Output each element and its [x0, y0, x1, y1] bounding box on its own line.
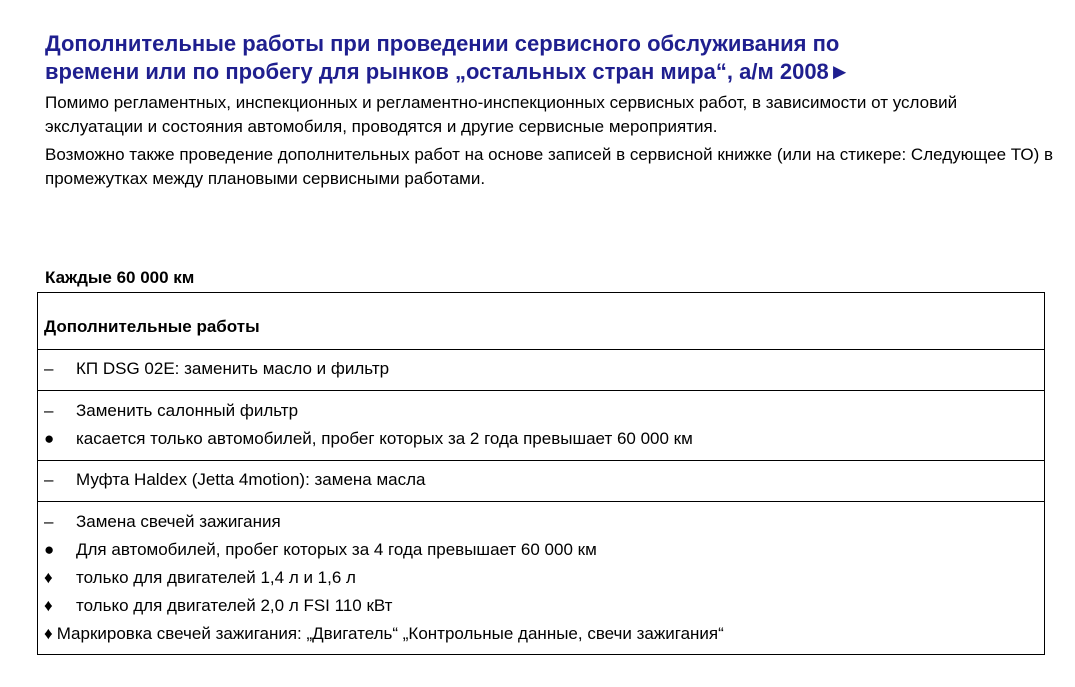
dash-marker: –: [44, 470, 54, 489]
intro-paragraph-1: Помимо регламентных, инспекционных и регламентно-инспекционных сервисных работ, в зависимости от условий экслуатации и состояния автомобиля, проводятся и другие сервисные мероприятия.: [45, 93, 958, 136]
page-title: [45, 30, 1055, 86]
list-item: [44, 355, 1044, 383]
table-row: [38, 461, 1044, 502]
title-line-2: времени или по пробегу для рынков „остальных стран мира“, а/м 2008: [45, 59, 829, 84]
diamond-icon: ♦: [44, 568, 53, 587]
item-text: КП DSG 02E: заменить масло и фильтр: [76, 359, 390, 378]
table-row: [38, 391, 1044, 461]
table-row: [38, 502, 1044, 654]
interval-label: Каждые 60 000 км: [45, 268, 195, 287]
title-line-1: Дополнительные работы при проведении сервисного обслуживания по: [45, 31, 840, 56]
diamond-icon: ♦: [44, 624, 53, 643]
item-text: касается только автомобилей, пробег которых за 2 года превышает 60 000 км: [76, 429, 693, 448]
additional-work-table: [37, 292, 1045, 655]
diamond-icon: ♦: [44, 596, 53, 615]
item-text: только для двигателей 2,0 л FSI 110 кВт: [76, 596, 393, 615]
list-item: [44, 508, 1044, 536]
dash-marker: –: [44, 512, 54, 531]
list-item: [44, 466, 1044, 494]
intro-paragraph-2: Возможно также проведение дополнительных работ на основе записей в сервисной книжке (или на стикере: Следующее ТО) в промежутках между плановыми сервисными работами.: [45, 145, 1054, 188]
list-item: [44, 425, 1044, 453]
bullet-icon: ●: [44, 540, 55, 559]
bullet-icon: ●: [44, 429, 55, 448]
item-text: Для автомобилей, пробег которых за 4 года превышает 60 000 км: [76, 540, 597, 559]
item-text: Заменить салонный фильтр: [76, 401, 299, 420]
list-item: [44, 620, 1044, 648]
item-text: только для двигателей 1,4 л и 1,6 л: [76, 568, 356, 587]
item-text: Муфта Haldex (Jetta 4motion): замена масла: [76, 470, 426, 489]
dash-marker: –: [44, 359, 54, 378]
list-item: [44, 536, 1044, 564]
table-row: [38, 350, 1044, 391]
list-item: [44, 397, 1044, 425]
item-text: Маркировка свечей зажигания: „Двигатель“ „Контрольные данные, свечи зажигания“: [56, 624, 724, 643]
next-arrow-icon[interactable]: ►: [828, 59, 851, 84]
dash-marker: –: [44, 401, 54, 420]
list-item: [44, 592, 1044, 620]
list-item: [44, 564, 1044, 592]
table-header: Дополнительные работы: [38, 293, 1044, 350]
intro-text: [45, 91, 1055, 195]
item-text: Замена свечей зажигания: [76, 512, 281, 531]
